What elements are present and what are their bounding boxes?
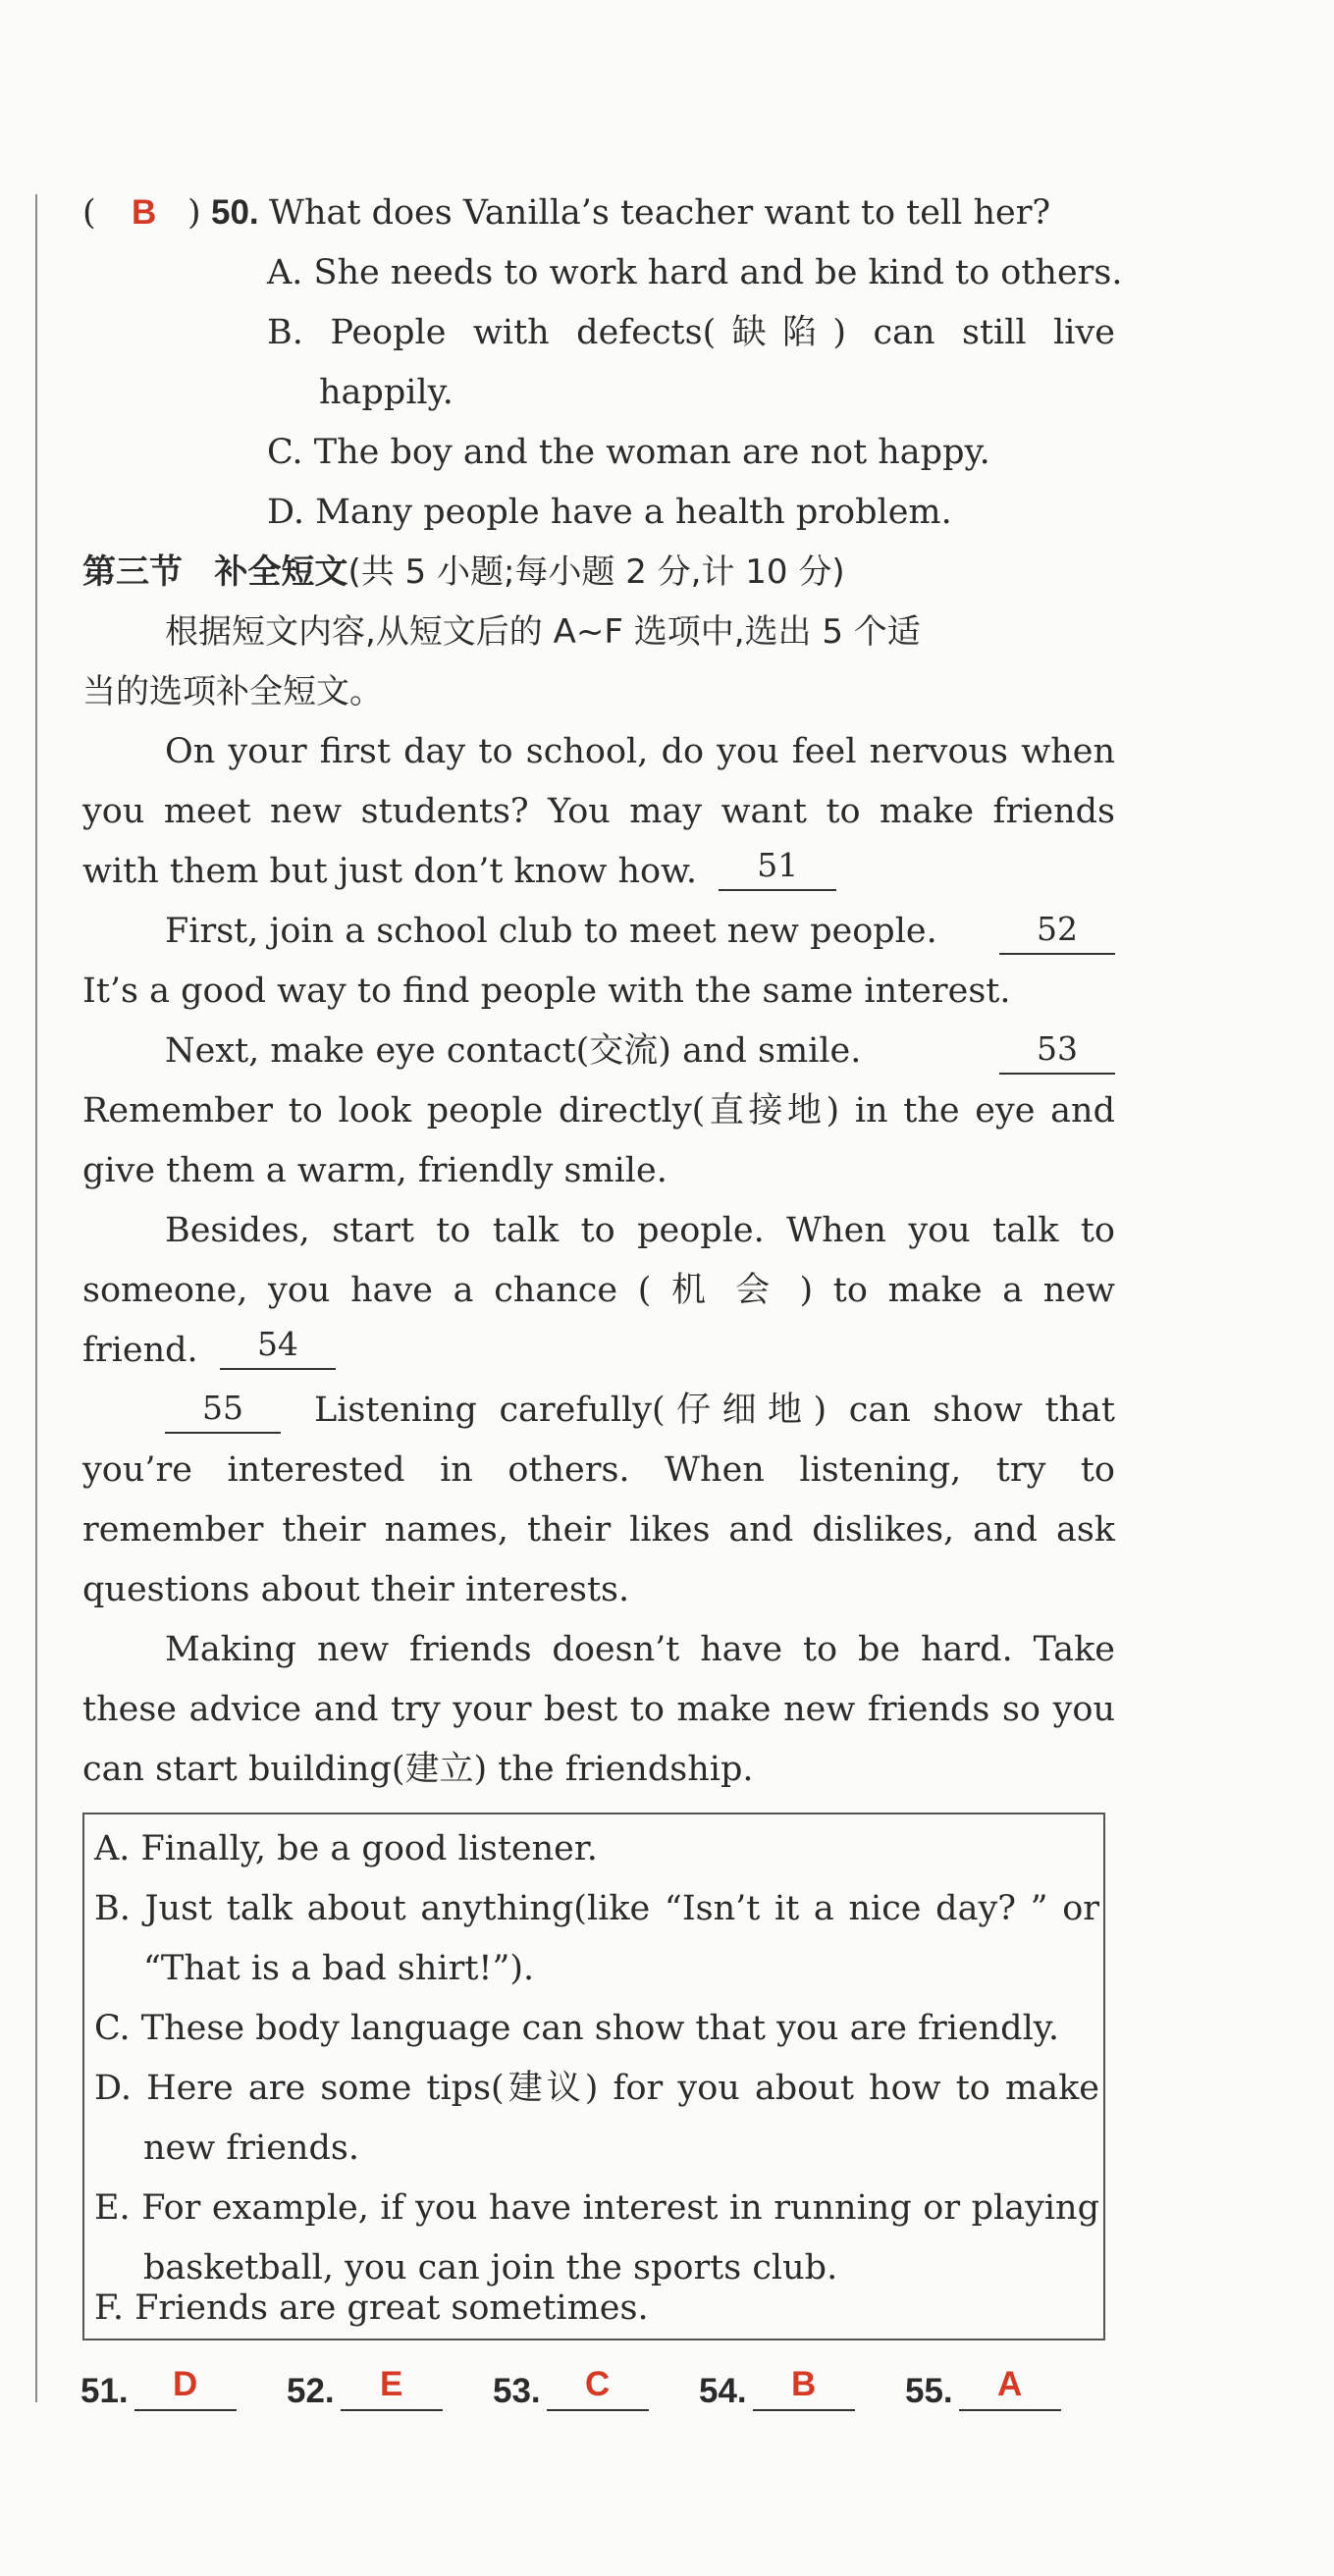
- answer-number: 52.: [287, 2372, 335, 2410]
- answer-55: [905, 2360, 1061, 2423]
- answer-number: 53.: [493, 2372, 541, 2410]
- answer-53: [493, 2360, 649, 2423]
- question-50-stem: [82, 184, 1115, 242]
- passage-line: [82, 1321, 1115, 1380]
- passage-line: Remember to look people directly(直接地) in the eye and: [82, 1091, 1115, 1130]
- option-b: B. People with defects(缺陷) can still live: [267, 313, 1115, 352]
- passage-line: [82, 1022, 1115, 1080]
- answer-54: [699, 2360, 855, 2423]
- instruction-line-2: 当的选项补全短文。: [82, 672, 383, 711]
- option-item-f: F. Friends are great sometimes.: [94, 2288, 649, 2328]
- option-item-e: E. For example, if you have interest in running or playing: [94, 2188, 1099, 2228]
- passage-line: someone, you have a chance ( 机 会 ) to make a new: [82, 1271, 1115, 1310]
- question-50-text: What does Vanilla’s teacher want to tell her?: [269, 193, 1051, 233]
- option-item-d: D. Here are some tips(建议) for you about how to make: [94, 2069, 1099, 2108]
- option-item-b-continued: “That is a bad shirt!”).: [143, 1949, 535, 1988]
- option-item-e-continued: basketball, you can join the sports club.: [143, 2248, 838, 2287]
- passage-line: It’s a good way to find people with the same interest.: [82, 972, 1011, 1011]
- answer-number: 54.: [699, 2372, 747, 2410]
- answer-paren-close: ): [187, 193, 201, 233]
- blank-52: 52: [999, 908, 1115, 955]
- option-d: D. Many people have a health problem.: [267, 493, 952, 532]
- option-item-a: A. Finally, be a good listener.: [94, 1829, 598, 1868]
- answer-blank: B: [753, 2360, 855, 2411]
- passage-line: [82, 902, 1115, 961]
- section-heading: [82, 543, 1115, 602]
- passage-line: you’re interested in others. When listening, try to: [82, 1450, 1115, 1490]
- section-detail: (共 5 小题;每小题 2 分,计 10 分): [347, 552, 845, 592]
- passage-line: you meet new students? You may want to make friends: [82, 792, 1115, 831]
- answer-row: [80, 2360, 1121, 2423]
- passage-line: Making new friends doesn’t have to be hard. Take: [165, 1630, 1115, 1669]
- passage-line: these advice and try your best to make new friends so you: [82, 1690, 1115, 1729]
- passage-line: questions about their interests.: [82, 1570, 630, 1609]
- passage-line: remember their names, their likes and dislikes, and ask: [82, 1510, 1115, 1550]
- answer-blank: C: [547, 2360, 649, 2411]
- option-item-b: B. Just talk about anything(like “Isn’t it a nice day? ” or: [94, 1889, 1099, 1928]
- passage-line: give them a warm, friendly smile.: [82, 1151, 667, 1190]
- option-item-d-continued: new friends.: [143, 2129, 359, 2168]
- passage-line: [82, 1381, 1115, 1440]
- blank-55: 55: [165, 1387, 281, 1434]
- instruction-line-1: 根据短文内容,从短文后的 A~F 选项中,选出 5 个适: [165, 612, 921, 652]
- answer-paren-open: (: [82, 193, 96, 233]
- blank-51: 51: [719, 844, 836, 891]
- passage-line: Besides, start to talk to people. When you talk to: [165, 1211, 1115, 1250]
- margin-rule: [35, 194, 37, 2402]
- question-50-number: 50.: [211, 193, 259, 232]
- option-item-c: C. These body language can show that you are friendly.: [94, 2009, 1060, 2048]
- answer-blank: E: [341, 2360, 443, 2411]
- passage-text: friend.: [82, 1331, 198, 1370]
- passage-text: Listening carefully(仔细地) can show that: [314, 1391, 1115, 1430]
- passage-line: can start building(建立) the friendship.: [82, 1750, 754, 1789]
- section-label: 第三节: [82, 552, 183, 592]
- question-50-answer: B: [132, 193, 157, 232]
- answer-52: [287, 2360, 443, 2423]
- answer-number: 55.: [905, 2372, 953, 2410]
- option-a: A. She needs to work hard and be kind to others.: [267, 253, 1123, 292]
- passage-text: Next, make eye contact(交流) and smile.: [165, 1031, 862, 1071]
- option-c: C. The boy and the woman are not happy.: [267, 433, 990, 472]
- passage-line: On your first day to school, do you feel nervous when: [165, 732, 1115, 771]
- answer-blank: D: [134, 2360, 237, 2411]
- blank-53: 53: [999, 1027, 1115, 1075]
- passage-line: [82, 842, 1115, 901]
- answer-51: [80, 2360, 237, 2423]
- options-box: [82, 1813, 1105, 2340]
- passage-text: with them but just don’t know how.: [82, 852, 697, 891]
- answer-blank: A: [959, 2360, 1061, 2411]
- blank-54: 54: [220, 1323, 336, 1370]
- passage-text: First, join a school club to meet new people.: [165, 912, 937, 951]
- answer-number: 51.: [80, 2372, 129, 2410]
- section-name: 补全短文: [214, 552, 348, 592]
- option-b-continued: happily.: [319, 373, 454, 412]
